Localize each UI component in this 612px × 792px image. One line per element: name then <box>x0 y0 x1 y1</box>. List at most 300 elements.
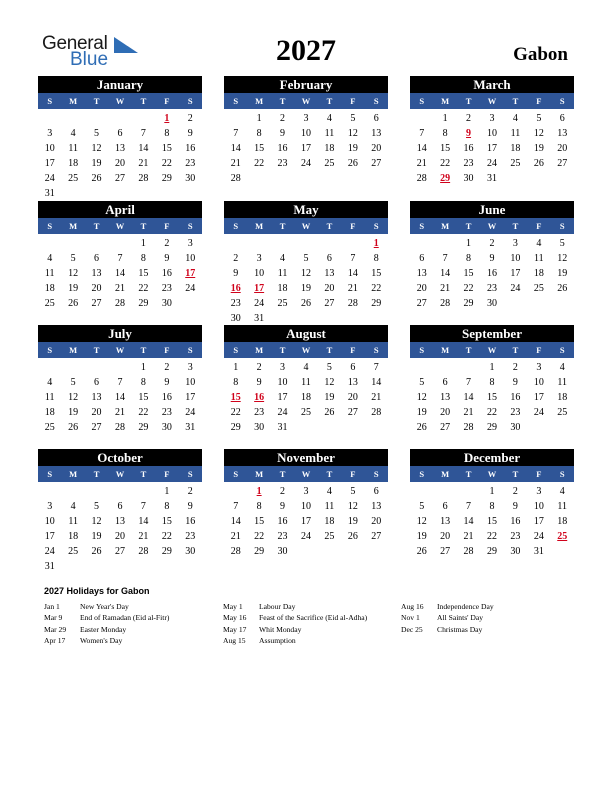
empty-cell <box>61 484 84 499</box>
month-october <box>38 449 202 574</box>
weekday-header <box>224 93 388 109</box>
day: 2 <box>256 362 262 373</box>
day: 22 <box>254 158 265 169</box>
day: 21 <box>114 283 125 294</box>
holiday-day: 1 <box>373 238 379 249</box>
day: 15 <box>440 143 451 154</box>
day: 23 <box>510 531 521 542</box>
day: 26 <box>300 298 311 309</box>
day: 23 <box>185 158 196 169</box>
day: 8 <box>373 253 379 264</box>
weekday-label: S <box>233 469 239 479</box>
day: 24 <box>254 298 265 309</box>
day: 13 <box>91 268 102 279</box>
weekday-label: S <box>47 469 53 479</box>
day: 2 <box>489 238 495 249</box>
weekday-label: T <box>279 221 286 231</box>
day: 20 <box>324 283 335 294</box>
day: 27 <box>114 546 125 557</box>
day: 17 <box>510 268 521 279</box>
month-title: January <box>38 76 202 93</box>
weekday-header <box>410 218 574 234</box>
holiday-name: Labour Day <box>259 602 296 611</box>
weekday-label: T <box>93 221 100 231</box>
day: 6 <box>94 253 100 264</box>
weekday-label: S <box>419 96 425 106</box>
day-grid <box>38 236 202 311</box>
day: 30 <box>230 313 241 324</box>
day: 9 <box>512 377 518 388</box>
day: 10 <box>486 128 497 139</box>
day: 20 <box>91 283 102 294</box>
day: 4 <box>326 486 332 497</box>
day: 1 <box>466 238 472 249</box>
day: 3 <box>536 486 542 497</box>
day: 1 <box>233 362 239 373</box>
empty-cell <box>108 236 131 251</box>
weekday-label: T <box>140 221 147 231</box>
day: 17 <box>300 143 311 154</box>
holiday-date: Apr 17 <box>44 635 66 645</box>
day: 26 <box>347 531 358 542</box>
day: 23 <box>254 407 265 418</box>
day: 12 <box>416 392 427 403</box>
day: 8 <box>256 128 262 139</box>
day: 2 <box>466 113 472 124</box>
weekday-label: T <box>140 345 147 355</box>
day: 12 <box>68 268 79 279</box>
day: 28 <box>463 546 474 557</box>
day: 28 <box>138 546 149 557</box>
day: 27 <box>557 158 568 169</box>
weekday-label: F <box>536 345 542 355</box>
day-grid <box>224 111 388 186</box>
weekday-header <box>38 93 202 109</box>
holiday-row <box>223 625 367 636</box>
month-title: December <box>410 449 574 466</box>
day: 2 <box>187 113 193 124</box>
holidays-title: 2027 Holidays for Gabon <box>44 586 150 596</box>
day: 19 <box>347 143 358 154</box>
empty-cell <box>224 484 247 499</box>
day: 21 <box>463 407 474 418</box>
weekday-label: S <box>373 469 379 479</box>
day: 14 <box>347 268 358 279</box>
day: 22 <box>371 283 382 294</box>
holiday-row <box>401 602 494 613</box>
day: 16 <box>161 392 172 403</box>
weekday-label: F <box>164 96 170 106</box>
day: 9 <box>164 253 170 264</box>
empty-cell <box>457 360 480 375</box>
day: 13 <box>324 268 335 279</box>
holiday-day: 17 <box>185 268 196 279</box>
weekday-label: W <box>301 345 311 355</box>
holiday-date: May 1 <box>223 602 243 611</box>
day: 6 <box>442 501 448 512</box>
day: 6 <box>117 501 123 512</box>
holiday-date: Aug 15 <box>223 635 246 645</box>
empty-cell <box>433 236 456 251</box>
holiday-row <box>223 613 367 624</box>
day: 10 <box>510 253 521 264</box>
day: 24 <box>533 531 544 542</box>
holiday-name: End of Ramadan (Eid al-Fitr) <box>80 613 170 623</box>
day: 13 <box>416 268 427 279</box>
day: 16 <box>185 516 196 527</box>
weekday-label: S <box>559 96 565 106</box>
day: 3 <box>187 238 193 249</box>
day: 25 <box>68 546 79 557</box>
holiday-day: 15 <box>230 392 241 403</box>
weekday-label: T <box>465 469 472 479</box>
weekday-label: M <box>441 469 450 479</box>
month-title: July <box>38 325 202 342</box>
weekday-label: S <box>559 345 565 355</box>
day: 1 <box>140 238 146 249</box>
holiday-day: 16 <box>230 283 241 294</box>
day: 3 <box>489 113 495 124</box>
weekday-label: T <box>93 345 100 355</box>
day: 11 <box>557 377 568 388</box>
holiday-name: Assumption <box>259 635 296 645</box>
day: 28 <box>114 298 125 309</box>
day: 12 <box>347 128 358 139</box>
weekday-label: S <box>559 221 565 231</box>
day: 30 <box>161 422 172 433</box>
day: 10 <box>300 501 311 512</box>
day: 19 <box>324 392 335 403</box>
day: 19 <box>91 158 102 169</box>
day: 9 <box>187 128 193 139</box>
day: 18 <box>68 158 79 169</box>
holiday-row <box>223 602 367 613</box>
day: 29 <box>230 422 241 433</box>
weekday-label: T <box>279 469 286 479</box>
holiday-name: Feast of the Sacrifice (Eid al-Adha) <box>259 613 368 623</box>
day: 9 <box>280 501 286 512</box>
holiday-row <box>44 613 169 624</box>
weekday-label: T <box>512 96 519 106</box>
day: 25 <box>44 298 55 309</box>
weekday-label: S <box>187 345 193 355</box>
holiday-day: 25 <box>557 531 568 542</box>
day: 7 <box>350 253 356 264</box>
day: 25 <box>68 173 79 184</box>
day: 11 <box>324 501 335 512</box>
day: 19 <box>68 407 79 418</box>
day: 11 <box>44 392 55 403</box>
weekday-label: S <box>47 345 53 355</box>
weekday-label: M <box>255 469 264 479</box>
day: 6 <box>373 113 379 124</box>
day: 24 <box>300 531 311 542</box>
empty-cell <box>247 236 270 251</box>
day: 22 <box>486 531 497 542</box>
day-grid <box>38 360 202 435</box>
day: 26 <box>416 546 427 557</box>
month-title: May <box>224 201 388 218</box>
day: 26 <box>557 283 568 294</box>
day: 9 <box>512 501 518 512</box>
day: 21 <box>463 531 474 542</box>
weekday-label: M <box>69 221 78 231</box>
day: 2 <box>164 362 170 373</box>
weekday-label: T <box>93 96 100 106</box>
day: 23 <box>510 407 521 418</box>
day: 12 <box>68 392 79 403</box>
day: 16 <box>277 143 288 154</box>
holiday-name: Women's Day <box>80 635 123 645</box>
day: 8 <box>140 377 146 388</box>
day: 28 <box>138 173 149 184</box>
day: 13 <box>347 377 358 388</box>
day: 30 <box>161 298 172 309</box>
day: 8 <box>256 501 262 512</box>
day: 1 <box>489 362 495 373</box>
weekday-label: F <box>164 221 170 231</box>
day: 24 <box>44 546 55 557</box>
day: 5 <box>303 253 309 264</box>
holiday-date: Mar 29 <box>44 624 67 634</box>
day: 4 <box>280 253 286 264</box>
empty-cell <box>61 111 84 126</box>
weekday-label: F <box>536 221 542 231</box>
empty-cell <box>224 236 247 251</box>
day: 30 <box>185 173 196 184</box>
weekday-label: T <box>326 96 333 106</box>
day: 29 <box>254 546 265 557</box>
weekday-header <box>38 218 202 234</box>
weekday-label: F <box>350 221 356 231</box>
day: 3 <box>256 253 262 264</box>
weekday-label: T <box>465 221 472 231</box>
day: 1 <box>489 486 495 497</box>
empty-cell <box>410 360 433 375</box>
day: 24 <box>277 407 288 418</box>
day: 15 <box>463 268 474 279</box>
month-march <box>410 76 574 186</box>
day: 16 <box>185 143 196 154</box>
day: 4 <box>512 113 518 124</box>
holiday-day: 9 <box>466 128 472 139</box>
holiday-date: Dec 25 <box>401 624 423 634</box>
day: 22 <box>254 531 265 542</box>
month-title: September <box>410 325 574 342</box>
day: 21 <box>138 158 149 169</box>
weekday-label: M <box>441 345 450 355</box>
day: 28 <box>416 173 427 184</box>
day: 15 <box>138 268 149 279</box>
weekday-label: S <box>47 221 53 231</box>
day: 17 <box>44 531 55 542</box>
holiday-date: May 17 <box>223 624 247 634</box>
holiday-row <box>44 602 169 613</box>
day: 17 <box>533 392 544 403</box>
day: 14 <box>371 377 382 388</box>
weekday-label: F <box>350 345 356 355</box>
holiday-day: 16 <box>254 392 265 403</box>
day: 17 <box>533 516 544 527</box>
day: 5 <box>559 238 565 249</box>
day: 7 <box>140 128 146 139</box>
empty-cell <box>85 111 108 126</box>
empty-cell <box>341 236 364 251</box>
day: 23 <box>161 407 172 418</box>
holiday-column <box>223 602 367 647</box>
day: 7 <box>233 128 239 139</box>
day: 2 <box>512 362 518 373</box>
day: 27 <box>371 531 382 542</box>
weekday-label: S <box>233 345 239 355</box>
day: 10 <box>300 128 311 139</box>
day: 3 <box>47 128 53 139</box>
day: 4 <box>70 501 76 512</box>
weekday-label: W <box>115 221 125 231</box>
holiday-date: Aug 16 <box>401 602 424 611</box>
day: 9 <box>187 501 193 512</box>
weekday-label: T <box>279 345 286 355</box>
day: 18 <box>324 143 335 154</box>
empty-cell <box>410 236 433 251</box>
day: 10 <box>254 268 265 279</box>
day: 27 <box>440 422 451 433</box>
day-grid <box>224 484 388 559</box>
day: 10 <box>533 377 544 388</box>
day: 27 <box>440 546 451 557</box>
weekday-label: T <box>279 96 286 106</box>
day-grid <box>410 484 574 559</box>
day: 5 <box>350 113 356 124</box>
empty-cell <box>433 360 456 375</box>
weekday-label: M <box>255 221 264 231</box>
weekday-label: W <box>487 96 497 106</box>
day: 27 <box>416 298 427 309</box>
day: 12 <box>300 268 311 279</box>
day: 6 <box>559 113 565 124</box>
weekday-label: F <box>536 96 542 106</box>
empty-cell <box>61 360 84 375</box>
month-title: April <box>38 201 202 218</box>
day: 6 <box>94 377 100 388</box>
day: 1 <box>256 113 262 124</box>
day: 24 <box>533 407 544 418</box>
day: 23 <box>185 531 196 542</box>
day: 5 <box>350 486 356 497</box>
day: 22 <box>138 283 149 294</box>
weekday-label: T <box>465 345 472 355</box>
day: 5 <box>419 501 425 512</box>
day: 30 <box>510 422 521 433</box>
day: 19 <box>91 531 102 542</box>
weekday-label: S <box>419 345 425 355</box>
day: 25 <box>510 158 521 169</box>
holiday-day: 17 <box>254 283 265 294</box>
day: 9 <box>256 377 262 388</box>
day: 19 <box>347 516 358 527</box>
day: 4 <box>559 486 565 497</box>
weekday-label: W <box>301 469 311 479</box>
day: 29 <box>138 422 149 433</box>
day: 31 <box>185 422 196 433</box>
day: 4 <box>326 113 332 124</box>
day: 26 <box>91 173 102 184</box>
day: 21 <box>230 158 241 169</box>
day: 2 <box>280 486 286 497</box>
day: 21 <box>347 283 358 294</box>
brand-general: General <box>42 33 108 54</box>
day: 9 <box>280 128 286 139</box>
day: 14 <box>114 268 125 279</box>
day: 18 <box>300 392 311 403</box>
day: 19 <box>416 531 427 542</box>
day: 17 <box>44 158 55 169</box>
day: 29 <box>161 546 172 557</box>
day: 20 <box>371 516 382 527</box>
day: 13 <box>371 128 382 139</box>
weekday-label: T <box>93 469 100 479</box>
empty-cell <box>410 484 433 499</box>
day: 24 <box>44 173 55 184</box>
day: 26 <box>68 298 79 309</box>
day: 15 <box>254 516 265 527</box>
day: 11 <box>557 501 568 512</box>
day: 9 <box>164 377 170 388</box>
day: 20 <box>371 143 382 154</box>
weekday-label: S <box>233 221 239 231</box>
day: 24 <box>300 158 311 169</box>
day: 18 <box>44 407 55 418</box>
day: 14 <box>463 516 474 527</box>
day: 16 <box>277 516 288 527</box>
day: 12 <box>347 501 358 512</box>
holiday-day: 1 <box>256 486 262 497</box>
day: 26 <box>416 422 427 433</box>
day-grid <box>224 236 388 326</box>
day: 20 <box>114 531 125 542</box>
weekday-label: S <box>233 96 239 106</box>
day: 19 <box>300 283 311 294</box>
weekday-label: T <box>512 345 519 355</box>
weekday-label: F <box>164 345 170 355</box>
day: 5 <box>70 377 76 388</box>
day: 10 <box>44 143 55 154</box>
day: 30 <box>463 173 474 184</box>
holiday-row <box>44 636 169 647</box>
day: 17 <box>486 143 497 154</box>
weekday-header <box>410 342 574 358</box>
day: 4 <box>70 128 76 139</box>
day: 31 <box>486 173 497 184</box>
brand-blue: Blue <box>70 49 109 70</box>
day: 29 <box>486 546 497 557</box>
empty-cell <box>38 360 61 375</box>
day: 11 <box>324 128 335 139</box>
day: 25 <box>44 422 55 433</box>
day: 21 <box>440 283 451 294</box>
empty-cell <box>108 484 131 499</box>
day: 26 <box>533 158 544 169</box>
day: 27 <box>91 298 102 309</box>
day-grid <box>38 111 202 201</box>
day: 30 <box>510 546 521 557</box>
day: 23 <box>161 283 172 294</box>
empty-cell <box>38 484 61 499</box>
day: 25 <box>324 158 335 169</box>
day: 18 <box>277 283 288 294</box>
weekday-label: S <box>373 345 379 355</box>
day: 27 <box>114 173 125 184</box>
